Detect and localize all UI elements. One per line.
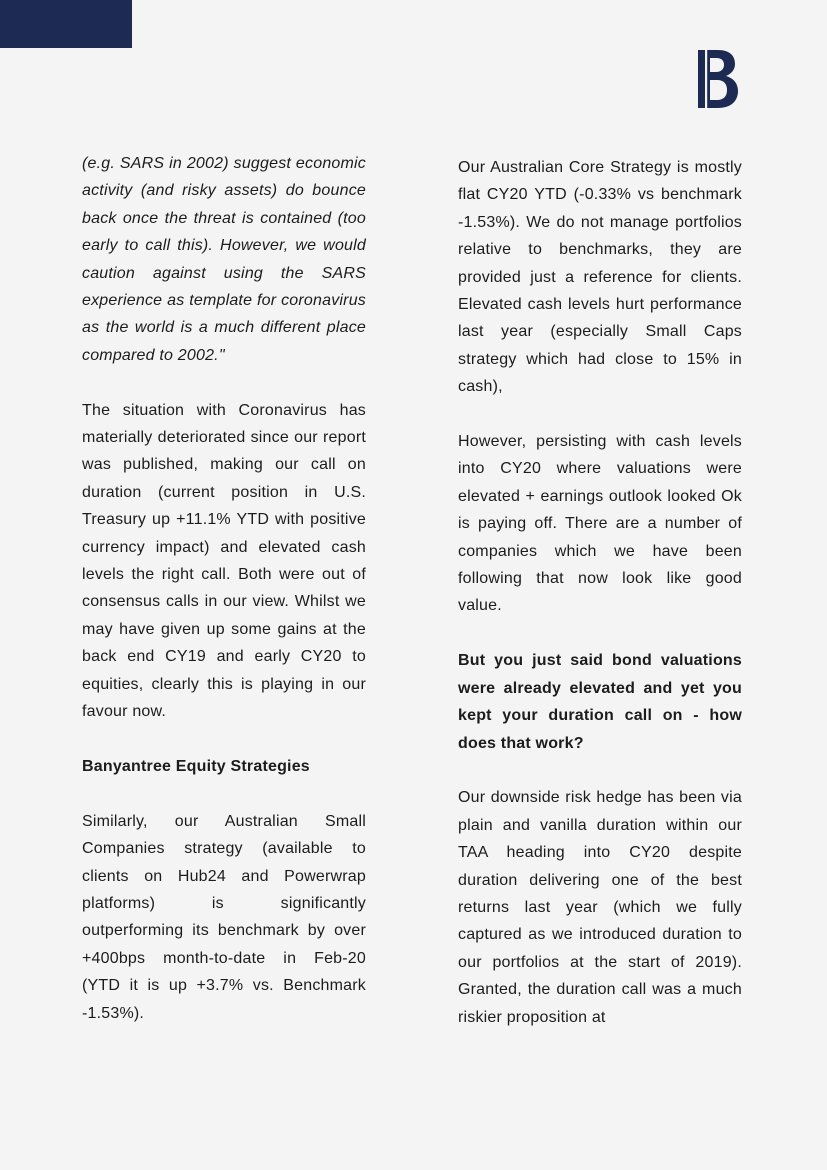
situation-paragraph: The situation with Coronavirus has materially deteriorated since our report was published, making our call on duration (current position in U.S. Treasury up +11.1% YTD with positive currency impact) and elevated cash levels the right call. Both were out of consensus calls in our view. Whilst we may have given up some gains at the back end CY19 and early CY20 to equities, clearly this is playing in our favour now. [82,401,366,721]
equity-strategies-heading: Banyantree Equity Strategies [82,757,310,775]
left-column [82,150,366,1054]
small-companies-paragraph: Similarly, our Australian Small Companies strategy (available to clients on Hub24 and Powerwrap platforms) is significantly outperforming its benchmark by over +400bps month-to-date in Feb-20 (YTD it is up +3.7% vs. Benchmark -1.53%). [82,812,366,1022]
header-accent-bar [0,0,132,48]
right-column [458,154,742,1058]
banyantree-b-logo-icon [696,48,740,110]
risk-hedge-paragraph: Our downside risk hedge has been via plain and vanilla duration within our TAA heading into CY20 despite duration delivering one of the best returns last year (which we fully captured as we introduced duration to our portfolios at the start of 2019). Granted, the duration call was a much riskier proposition at [458,789,742,1026]
quote-paragraph: (e.g. SARS in 2002) suggest economic activity (and risky assets) do bounce back once the threat is contained (too early to call this). However, we would caution against using the SARS experience as template for coronavirus as the world is a much different place compared to 2002." [82,155,366,364]
core-strategy-paragraph: Our Australian Core Strategy is mostly flat CY20 YTD (-0.33% vs benchmark -1.53%). We do not manage portfolios relative to benchmarks, they are provided just a reference for clients. Elevated cash levels hurt performance last year (especially Small Caps strategy which had close to 15% in cash), [458,159,742,396]
cash-levels-paragraph: However, persisting with cash levels into CY20 where valuations were elevated + earnings outlook looked Ok is paying off. There are a number of companies which we have been following that now look like good value. [458,433,742,615]
bond-question-heading: But you just said bond valuations were already elevated and yet you kept your duration call on - how does that work? [458,652,742,752]
